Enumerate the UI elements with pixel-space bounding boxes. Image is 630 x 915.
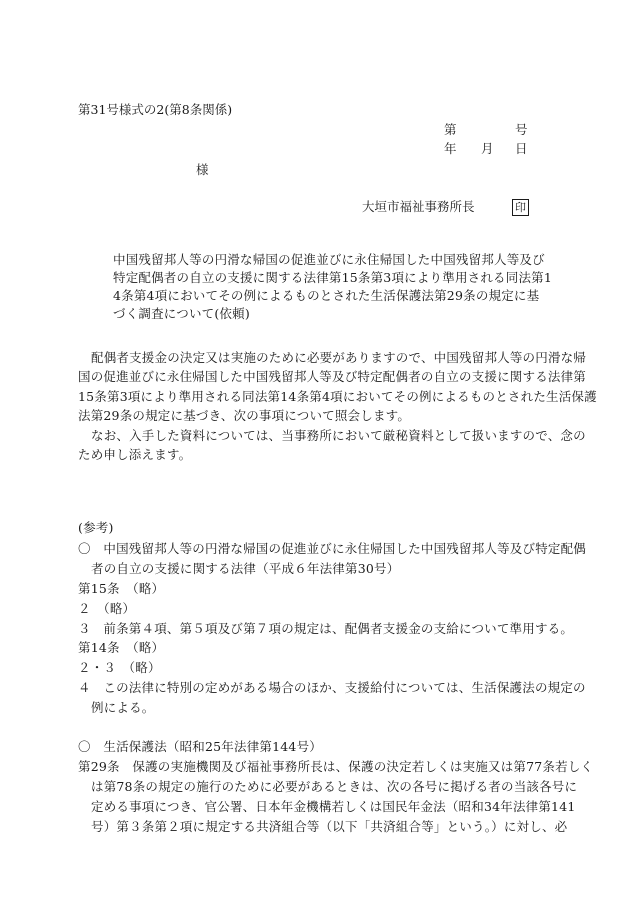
reference-line: ４ この法律に特別の定めがある場合のほか、支援給付については、生活保護法の規定の	[78, 680, 586, 695]
body-line: ため申し添えます。	[78, 447, 192, 462]
reference-heading: (参考)	[78, 520, 114, 535]
reference-line: 〇 生活保護法（昭和25年法律第144号）	[78, 739, 322, 754]
reference-line: ２・３ （略）	[78, 660, 161, 675]
reference-line: ３ 前条第４項、第５項及び第７項の規定は、配偶者支援金の支給について準用する。	[78, 621, 574, 636]
reference-line: ２ （略）	[78, 601, 136, 616]
reference-line: 例による。	[91, 700, 155, 715]
body-line: なお、入手した資料については、当事務所において厳秘資料として扱いますので、念の	[91, 428, 586, 443]
body-line: 国の促進並びに永住帰国した中国残留邦人等及び特定配偶者の自立の支援に関する法律第	[78, 369, 587, 384]
body-line: 15条第3項により準用される同法第14条第4項においてその例によるものとされた生活保護	[78, 389, 597, 404]
reference-line: 号）第３条第２項に規定する共済組合等（以下「共済組合等」という。）に対し、必	[91, 819, 568, 834]
reference-line: 定める事項につき、官公署、日本年金機構若しくは国民年金法（昭和34年法律第141	[91, 799, 576, 814]
date-year: 年	[444, 141, 457, 156]
reference-line: 第14条 （略）	[78, 640, 165, 655]
sender-name: 大垣市福祉事務所長	[362, 199, 475, 214]
date-month: 月	[481, 141, 494, 156]
seal-mark: 印	[512, 199, 529, 216]
reference-line: 者の自立の支援に関する法律（平成６年法律第30号）	[91, 561, 400, 576]
reference-line: 第29条 保護の実施機関及び福祉事務所長は、保護の決定若しくは実施又は第77条若しく	[78, 759, 594, 774]
title-line: づく調査について(依頼)	[113, 306, 250, 321]
reference-line: は第78条の規定の施行のために必要があるときは、次の各号に掲げる者の当該各号に	[91, 779, 578, 794]
reference-line: 〇 中国残留邦人等の円滑な帰国の促進並びに永住帰国した中国残留邦人等及び特定配偶	[78, 541, 587, 556]
addressee-suffix: 様	[196, 162, 209, 177]
doc-number-suffix: 号	[515, 122, 528, 137]
title-line: 中国残留邦人等の円滑な帰国の促進並びに永住帰国した中国残留邦人等及び	[113, 252, 545, 267]
title-line: 特定配偶者の自立の支援に関する法律第15条第3項により準用される同法第1	[113, 270, 553, 285]
reference-line: 第15条 （略）	[78, 581, 165, 596]
doc-number-label: 第	[444, 122, 457, 137]
title-line: 4条第4項においてその例によるものとされた生活保護法第29条の規定に基	[113, 288, 540, 303]
body-line: 法第29条の規定に基づき、次の事項について照会します。	[78, 408, 411, 423]
form-number: 第31号様式の2(第8条関係)	[78, 102, 233, 117]
date-day: 日	[515, 141, 528, 156]
body-line: 配偶者支援金の決定又は実施のために必要がありますので、中国残留邦人等の円滑な帰	[91, 350, 587, 365]
